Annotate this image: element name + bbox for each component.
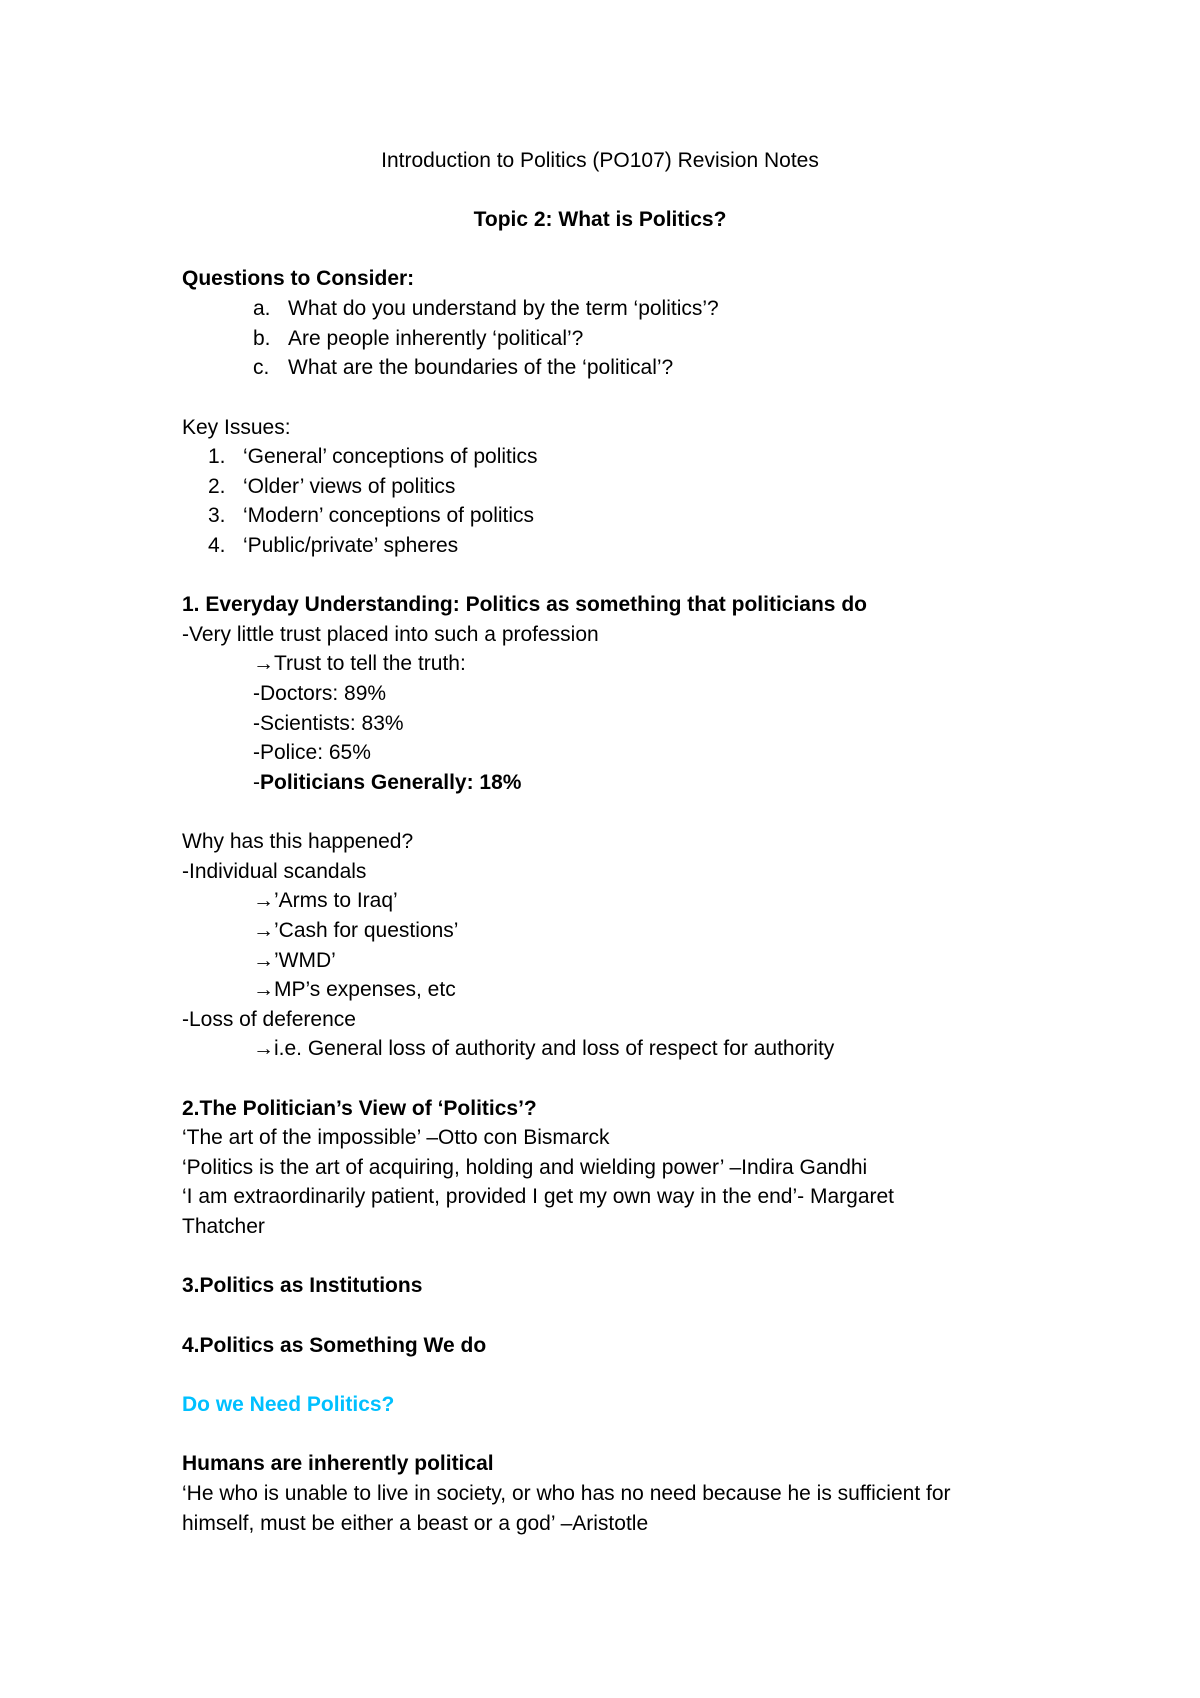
arrow-icon: → (253, 949, 274, 972)
list-marker: 3. (208, 504, 226, 527)
arrow-icon: → (253, 1037, 274, 1060)
quote-aristotle: ‘He who is unable to live in society, or who has no need because he is sufficient for (182, 1482, 951, 1505)
list-text: What are the boundaries of the ‘political’? (288, 356, 674, 379)
humans-political-heading: Humans are inherently political (182, 1452, 494, 1475)
stat-doctors: -Doctors: 89% (253, 682, 387, 705)
topic-heading: Topic 2: What is Politics? (473, 208, 727, 231)
why-heading: Why has this happened? (182, 830, 414, 853)
list-marker: 4. (208, 534, 226, 557)
quote-aristotle-cont: himself, must be either a beast or a god’ –Aristotle (182, 1512, 649, 1535)
question-item (253, 354, 673, 382)
list-marker: 1. (208, 445, 226, 468)
need-politics-heading: Do we Need Politics? (182, 1393, 395, 1416)
list-marker: 2. (208, 475, 226, 498)
scandal-text: ’WMD’ (274, 949, 336, 972)
key-issue-item (208, 473, 455, 501)
stat-police: -Police: 65% (253, 741, 371, 764)
question-item (253, 325, 583, 353)
list-text: What do you understand by the term ‘politics’? (288, 297, 719, 320)
section2-heading: 2.The Politician’s View of ‘Politics’? (182, 1097, 537, 1120)
trust-text: Trust to tell the truth: (274, 652, 466, 675)
quote-gandhi: ‘Politics is the art of acquiring, holding and wielding power’ –Indira Gandhi (182, 1156, 868, 1179)
arrow-icon: → (253, 889, 274, 912)
key-issue-item (208, 532, 458, 560)
list-text: ‘Modern’ conceptions of politics (243, 504, 535, 527)
arrow-icon: → (253, 978, 274, 1001)
questions-heading: Questions to Consider: (182, 267, 415, 290)
list-text: ‘Public/private’ spheres (243, 534, 459, 557)
section1-heading: 1. Everyday Understanding: Politics as something that politicians do (182, 593, 867, 616)
quote-thatcher-cont: Thatcher (182, 1215, 265, 1238)
stat-politicians-text: Politicians Generally: 18% (260, 771, 522, 794)
scandal-item (253, 917, 458, 945)
question-item (253, 295, 719, 323)
deference-item (253, 1035, 834, 1063)
arrow-icon: → (253, 919, 274, 942)
document-title: Introduction to Politics (PO107) Revision Notes (381, 149, 819, 172)
stat-scientists: -Scientists: 83% (253, 712, 404, 735)
arrow-icon: → (253, 652, 274, 675)
stat-politicians (253, 769, 521, 797)
scandal-text: MP’s expenses, etc (274, 978, 456, 1001)
list-text: ‘General’ conceptions of politics (243, 445, 538, 468)
quote-thatcher: ‘I am extraordinarily patient, provided I get my own way in the end’- Margaret (182, 1185, 895, 1208)
scandal-text: ’Cash for questions’ (274, 919, 459, 942)
scandals-line: -Individual scandals (182, 860, 367, 883)
key-issue-item (208, 502, 534, 530)
list-marker: c. (253, 356, 270, 379)
trust-line (253, 650, 466, 678)
stat-prefix: - (253, 771, 260, 794)
list-text: ‘Older’ views of politics (243, 475, 456, 498)
deference-line: -Loss of deference (182, 1008, 356, 1031)
key-issue-item (208, 443, 538, 471)
deference-text: i.e. General loss of authority and loss of respect for authority (274, 1037, 835, 1060)
scandal-text: ’Arms to Iraq’ (274, 889, 398, 912)
section1-line: -Very little trust placed into such a profession (182, 623, 599, 646)
key-issues-heading: Key Issues: (182, 416, 291, 439)
scandal-item (253, 887, 398, 915)
list-text: Are people inherently ‘political’? (288, 327, 584, 350)
quote-bismarck: ‘The art of the impossible’ –Otto con Bismarck (182, 1126, 610, 1149)
scandal-item (253, 947, 336, 975)
scandal-item (253, 976, 456, 1004)
list-marker: b. (253, 327, 271, 350)
list-marker: a. (253, 297, 271, 320)
section4-heading: 4.Politics as Something We do (182, 1334, 487, 1357)
section3-heading: 3.Politics as Institutions (182, 1274, 423, 1297)
